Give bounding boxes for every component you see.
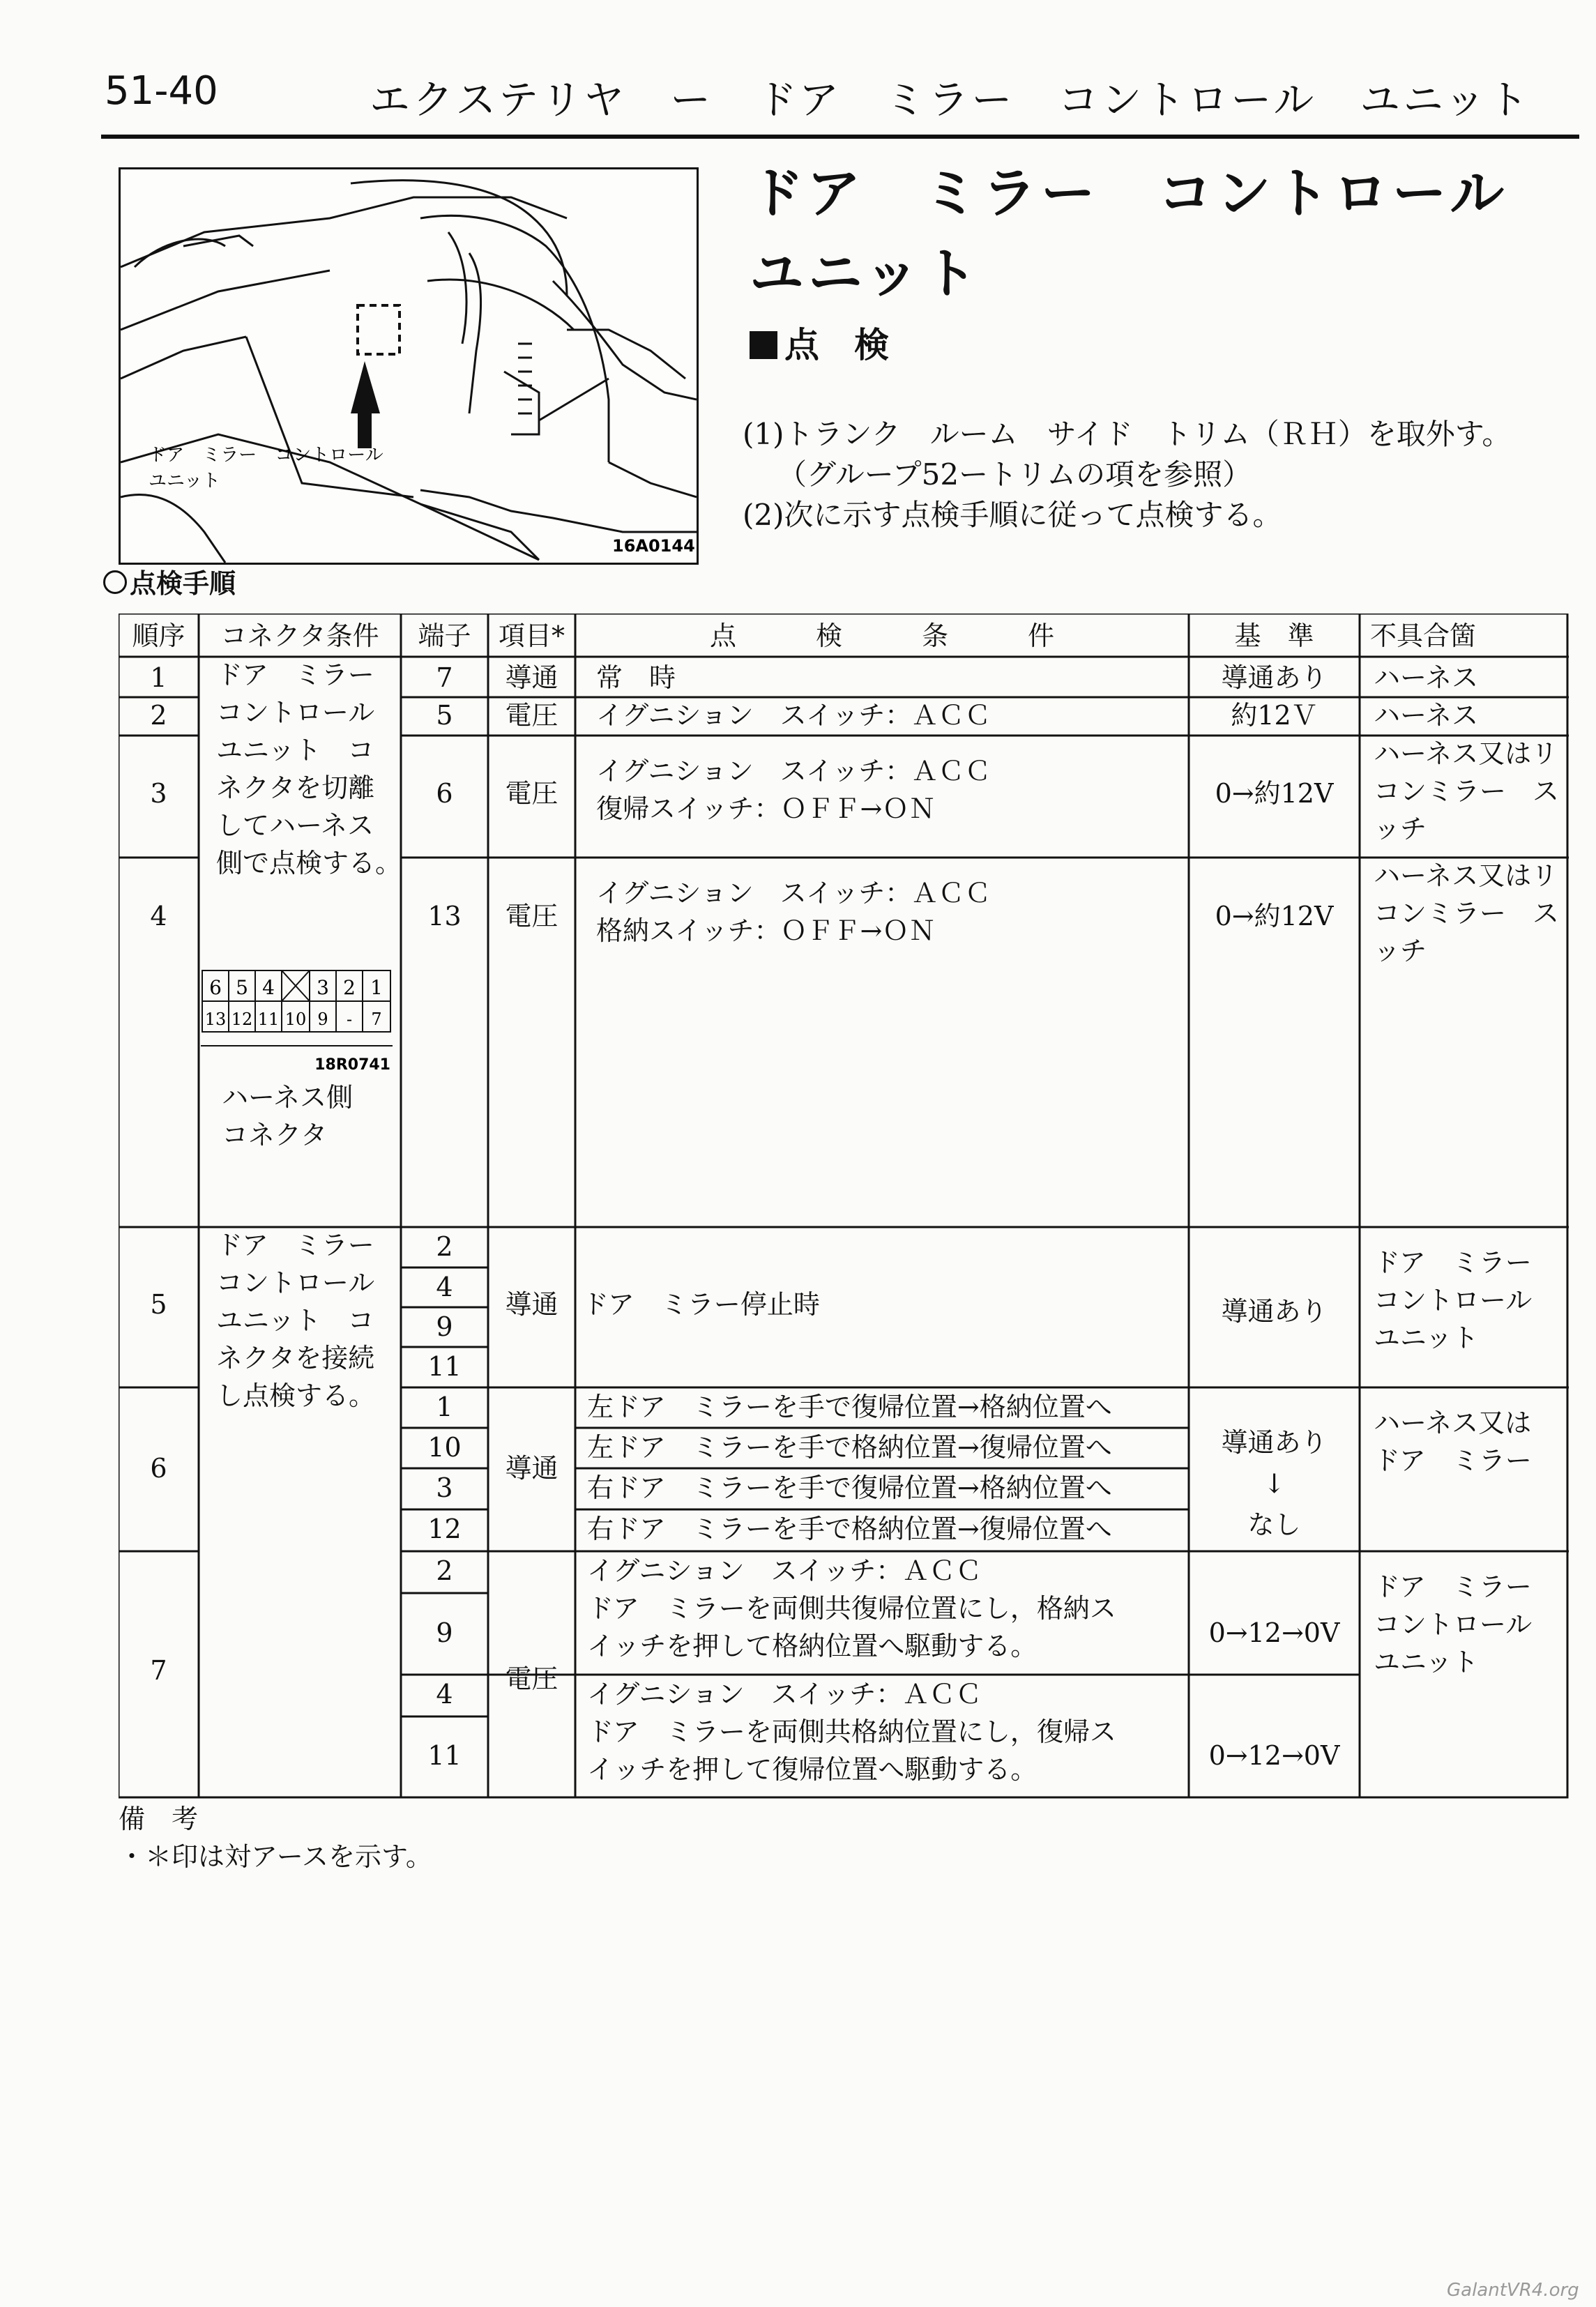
pin-2: 2 xyxy=(343,976,356,999)
standard-row-2: 約12Ｖ xyxy=(1231,700,1318,731)
condition-row-5: ドア ミラー停止時 xyxy=(582,1289,820,1320)
pin-3: 3 xyxy=(317,976,329,999)
pin-6: 6 xyxy=(209,976,222,999)
step-1: (1)トランク ルーム サイド トリム（ＲＨ）を取外す。 xyxy=(743,417,1512,451)
fault-row-6: ハーネス又は ドア ミラー xyxy=(1374,1408,1532,1476)
item-row-5: 導通 xyxy=(505,1289,558,1320)
fault-row-2: ハーネス xyxy=(1374,700,1479,731)
seq-2: 2 xyxy=(150,700,167,731)
section-title-line2: ユニット xyxy=(750,243,982,305)
condition-row-3: イグニション スイッチ：ＡＣＣ 復帰スイッチ：ＯＦＦ→ＯＮ xyxy=(596,756,991,824)
standard-row-7b: 0→12→0V xyxy=(1208,1740,1340,1771)
notes-heading: 備 考 xyxy=(119,1804,199,1834)
standard-row-4: 0→約12V xyxy=(1215,901,1334,931)
terminal-2: 2 xyxy=(436,1231,453,1262)
seq-1: 1 xyxy=(150,662,167,693)
header-terminal: 端子 xyxy=(418,620,471,651)
item-row-2: 電圧 xyxy=(505,700,558,731)
seq-4: 4 xyxy=(150,901,167,931)
connector-cond-a: ドア ミラー コントロール ユニット コ ネクタを切離 してハーネス 側で点検する。 xyxy=(216,660,402,878)
header-standard: 基 準 xyxy=(1234,620,1314,651)
fault-row-4: ハーネス又はリ コンミラー ス ッチ xyxy=(1374,860,1560,966)
seq-7: 7 xyxy=(150,1655,167,1686)
standard-row-6: 導通あり ↓ なし xyxy=(1221,1427,1328,1540)
condition-row-1: 常 時 xyxy=(596,662,676,693)
terminal-5: 5 xyxy=(436,700,453,731)
fault-row-7: ドア ミラー コントロール ユニット xyxy=(1374,1571,1533,1677)
trunk-drawing xyxy=(121,169,697,563)
seq-5: 5 xyxy=(150,1289,167,1320)
standard-row-5: 導通あり xyxy=(1221,1296,1328,1327)
terminal-1: 1 xyxy=(436,1392,453,1422)
black-square-icon xyxy=(750,331,777,359)
condition-row-4: イグニション スイッチ：ＡＣＣ 格納スイッチ：ＯＦＦ→ＯＮ xyxy=(596,878,991,946)
note-asterisk: ・＊印は対アースを示す。 xyxy=(119,1841,432,1872)
header-condition: 点 検 条 件 xyxy=(709,620,1054,651)
header-rule xyxy=(101,135,1579,139)
terminal-10: 10 xyxy=(427,1432,462,1463)
terminal-6: 6 xyxy=(436,778,453,809)
terminal-13: 13 xyxy=(427,901,462,931)
page-header-title: エクステリヤ ー ドア ミラー コントロール ユニット xyxy=(370,76,1531,123)
fault-row-1: ハーネス xyxy=(1374,662,1479,693)
seq-3: 3 xyxy=(150,778,167,809)
header-seq: 順序 xyxy=(132,620,185,651)
page-number: 51-40 xyxy=(105,68,218,114)
terminal-9: 9 xyxy=(436,1311,453,1342)
inspection-heading: 点 検 xyxy=(750,317,889,367)
illustration-label-1: ドア ミラー コントロール xyxy=(149,445,383,466)
standard-row-3: 0→約12V xyxy=(1215,778,1334,809)
fault-row-3: ハーネス又はリ コンミラー ス ッチ xyxy=(1374,738,1560,844)
connector-cond-b: ドア ミラー コントロール ユニット コ ネクタを接続 し点検する。 xyxy=(216,1230,376,1411)
circle-icon xyxy=(103,570,127,594)
condition-row-6d: 右ドア ミラーを手で格納位置→復帰位置へ xyxy=(587,1514,1112,1544)
condition-row-7b: イグニション スイッチ：ＡＣＣ ドア ミラーを両側共格納位置にし，復帰ス イッチを押して復帰位置へ駆動する。 xyxy=(587,1679,1116,1785)
illustration-label-2: ユニット xyxy=(149,471,220,492)
pin-4: 4 xyxy=(262,976,275,999)
condition-row-6c: 右ドア ミラーを手で復帰位置→格納位置へ xyxy=(587,1472,1112,1503)
header-fault: 不具合箇 xyxy=(1370,620,1477,651)
item-row-1: 導通 xyxy=(505,662,558,693)
trunk-illustration xyxy=(119,167,699,565)
condition-row-7a: イグニション スイッチ：ＡＣＣ ドア ミラーを両側共復帰位置にし，格納ス イッチを押して格納位置へ駆動する。 xyxy=(587,1555,1116,1661)
pin-7: 7 xyxy=(371,1010,382,1029)
section-title-line1: ドア ミラー コントロール xyxy=(750,162,1509,225)
condition-row-2: イグニション スイッチ：ＡＣＣ xyxy=(596,700,991,731)
pin-11: 11 xyxy=(257,1010,280,1029)
terminal-11: 11 xyxy=(427,1351,462,1382)
terminal-7: 7 xyxy=(436,662,453,693)
pin-13: 13 xyxy=(204,1010,227,1029)
item-row-6: 導通 xyxy=(505,1453,558,1484)
figure-code: 16A0144 xyxy=(612,536,695,556)
header-item: 項目* xyxy=(498,620,565,651)
seq-6: 6 xyxy=(150,1453,167,1484)
step-1-note: （グループ52ートリムの項を参照） xyxy=(777,457,1252,492)
item-row-4: 電圧 xyxy=(505,901,558,931)
item-row-3: 電圧 xyxy=(505,778,558,809)
pin-5: 5 xyxy=(236,976,248,999)
terminal-4: 4 xyxy=(436,1272,453,1302)
pin-1: 1 xyxy=(370,976,383,999)
condition-row-6b: 左ドア ミラーを手で格納位置→復帰位置へ xyxy=(587,1432,1112,1463)
pin-10: 10 xyxy=(284,1010,307,1029)
terminal-9b: 9 xyxy=(436,1617,453,1648)
fault-row-5: ドア ミラー コントロール ユニット xyxy=(1374,1247,1533,1353)
pin-12: 12 xyxy=(231,1010,253,1029)
step-2: (2)次に示す点検手順に従って点検する。 xyxy=(743,498,1282,532)
inspection-table xyxy=(119,614,1569,1799)
condition-row-6a: 左ドア ミラーを手で復帰位置→格納位置へ xyxy=(587,1392,1112,1422)
terminal-4b: 4 xyxy=(436,1679,453,1710)
terminal-3: 3 xyxy=(436,1472,453,1503)
pin-dash: - xyxy=(346,1010,353,1029)
header-connector: コネクタ条件 xyxy=(220,620,379,651)
pin-9: 9 xyxy=(317,1010,328,1029)
standard-row-1: 導通あり xyxy=(1221,662,1328,693)
connector-code: 18R0741 xyxy=(314,1056,390,1074)
item-row-7: 電圧 xyxy=(505,1663,558,1694)
connector-label: ハーネス側 コネクタ xyxy=(222,1082,354,1150)
procedure-heading: 点検手順 xyxy=(103,562,236,600)
terminal-2b: 2 xyxy=(436,1555,453,1586)
terminal-11b: 11 xyxy=(427,1740,462,1771)
standard-row-7a: 0→12→0V xyxy=(1208,1617,1340,1648)
terminal-12: 12 xyxy=(427,1514,462,1544)
watermark: GalantVR4.org xyxy=(1447,2280,1579,2301)
